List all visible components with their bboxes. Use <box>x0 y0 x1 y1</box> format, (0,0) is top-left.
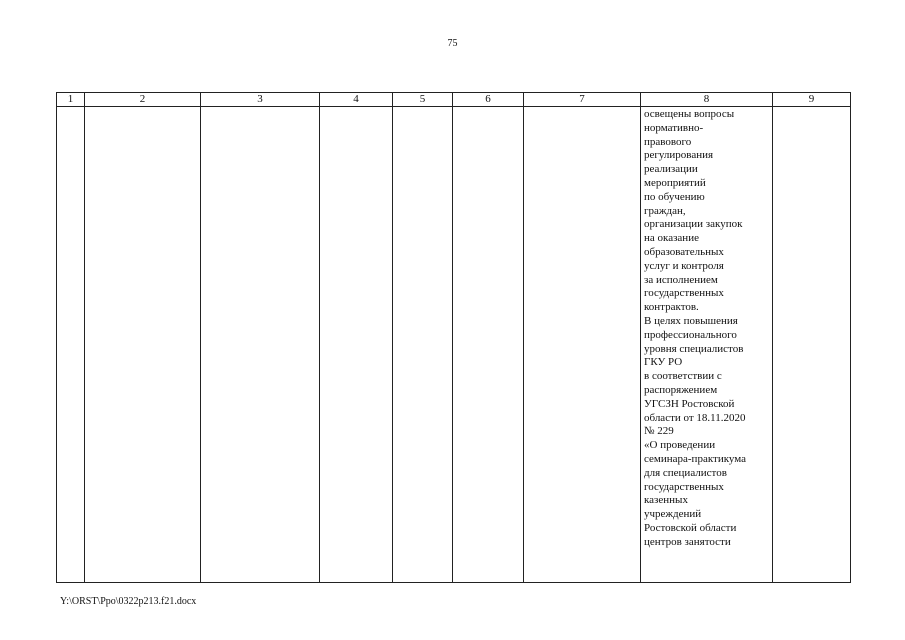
column-header-6: 6 <box>453 93 524 107</box>
cell-text-4 <box>320 107 392 108</box>
table-cell-4 <box>320 107 393 583</box>
cell-text-7 <box>524 107 640 108</box>
column-header-4: 4 <box>320 93 393 107</box>
footer-file-path: Y:\ORST\Ppo\0322p213.f21.docx <box>60 596 197 607</box>
table-cell-9 <box>773 107 851 583</box>
column-header-8: 8 <box>641 93 773 107</box>
table-cell-3 <box>201 107 320 583</box>
table-cell-8 <box>641 107 773 583</box>
cell-text-5 <box>393 107 452 108</box>
table-cell-1 <box>57 107 85 583</box>
column-header-7: 7 <box>524 93 641 107</box>
cell-text-8: освещены вопросы нормативно- правового регулирования реализации мероприятий по обучению граждан, организации закупок на оказание образовательных услуг и контроля за исполнением государственных контрактов. В целях повышения профессионального уровня специалистов ГКУ РО в соответствии с распоряжением УГСЗН Ростовской области от 18.11.2020 № 229 «О проведении семинара-практикума для специалистов государственных казенных учреждений Ростовской области центров занятости <box>644 108 747 548</box>
table-row <box>57 107 851 583</box>
column-header-2: 2 <box>85 93 201 107</box>
column-header-3: 3 <box>201 93 320 107</box>
table-cell-2 <box>85 107 201 583</box>
table-cell-7 <box>524 107 641 583</box>
document-table <box>56 92 851 583</box>
cell-text-6 <box>453 107 523 108</box>
cell-text-1 <box>57 107 84 108</box>
column-header-1: 1 <box>57 93 85 107</box>
column-header-5: 5 <box>393 93 453 107</box>
cell-text-3 <box>201 107 319 108</box>
page-number: 75 <box>447 38 458 49</box>
table-header-row <box>57 93 851 107</box>
table-cell-5 <box>393 107 453 583</box>
table-cell-6 <box>453 107 524 583</box>
column-header-9: 9 <box>773 93 851 107</box>
cell-text-9 <box>773 107 850 108</box>
cell-text-2 <box>85 107 200 108</box>
